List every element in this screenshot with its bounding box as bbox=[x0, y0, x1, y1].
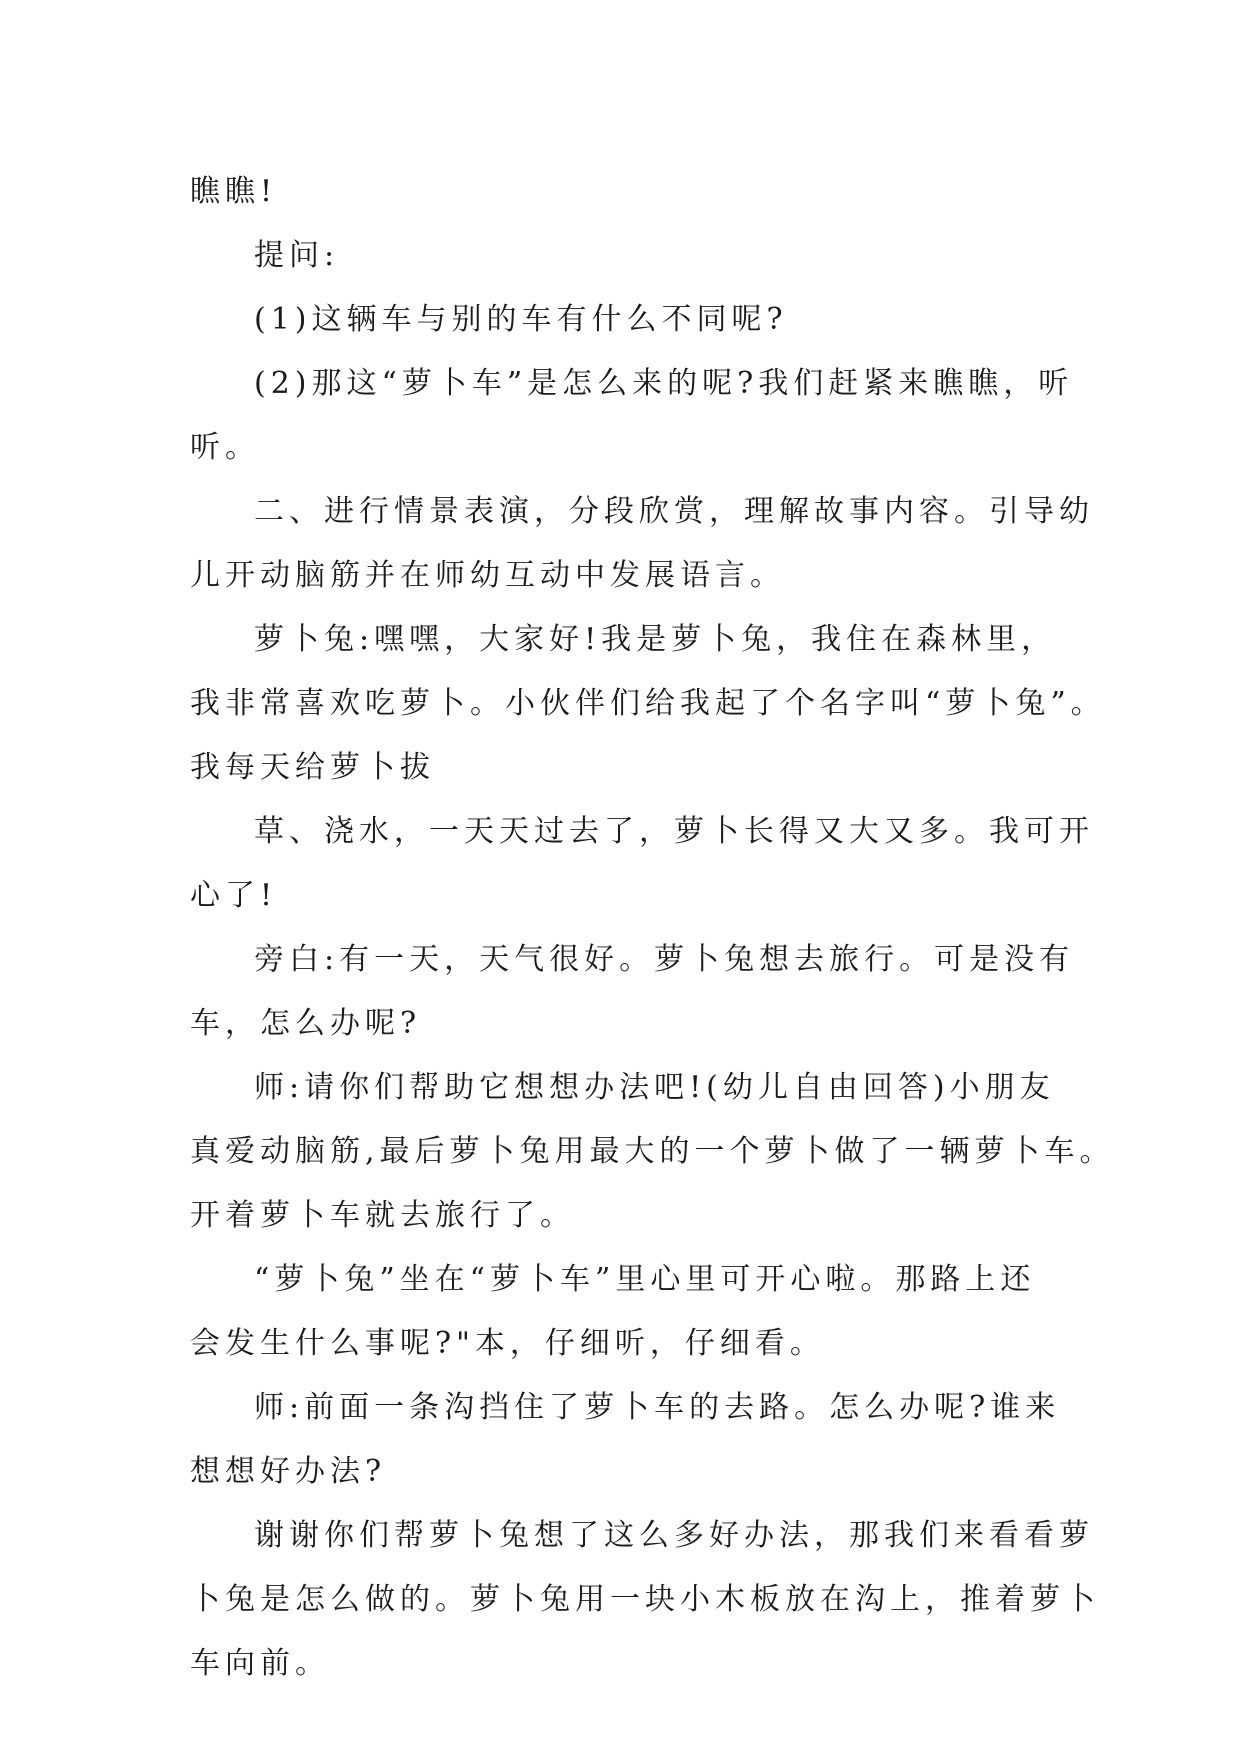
text-line: 车向前。 bbox=[190, 1646, 330, 1681]
text-line: “萝卜兔”坐在“萝卜车”里心里可开心啦。那路上还 bbox=[254, 1262, 1036, 1297]
text-line: 提问: bbox=[254, 238, 340, 273]
text-line: 听。 bbox=[190, 430, 260, 465]
text-line: 草、浇水，一天天过去了，萝卜长得又大又多。我可开 bbox=[254, 814, 1094, 849]
text-line: 二、进行情景表演，分段欣赏，理解故事内容。引导幼 bbox=[254, 494, 1094, 529]
text-line: 儿开动脑筋并在师幼互动中发展语言。 bbox=[190, 558, 785, 593]
text-line: 开着萝卜车就去旅行了。 bbox=[190, 1198, 575, 1233]
text-line: 谢谢你们帮萝卜兔想了这么多好办法，那我们来看看萝 bbox=[254, 1518, 1094, 1553]
text-line: 师:前面一条沟挡住了萝卜车的去路。怎么办呢?谁来 bbox=[254, 1390, 1061, 1425]
text-line: 师:请你们帮助它想想办法吧!(幼儿自由回答)小朋友 bbox=[254, 1070, 1055, 1105]
text-line: (1)这辆车与别的车有什么不同呢? bbox=[254, 302, 788, 337]
text-line: 萝卜兔:嘿嘿，大家好!我是萝卜兔，我住在森林里， bbox=[254, 622, 1057, 657]
document-page bbox=[190, 160, 1115, 1696]
text-line: 会发生什么事呢?"本，仔细听，仔细看。 bbox=[190, 1326, 825, 1361]
text-line: 车，怎么办呢? bbox=[190, 1006, 422, 1041]
text-line: 真爱动脑筋,最后萝卜兔用最大的一个萝卜做了一辆萝卜车。 bbox=[190, 1134, 1115, 1169]
text-line: 瞧瞧! bbox=[190, 174, 278, 209]
text-line: 旁白:有一天，天气很好。萝卜兔想去旅行。可是没有 bbox=[254, 942, 1075, 977]
text-line: 心了! bbox=[190, 878, 278, 913]
text-line: 我每天给萝卜拔 bbox=[190, 750, 435, 785]
text-line: 卜兔是怎么做的。萝卜兔用一块小木板放在沟上，推着萝卜 bbox=[190, 1582, 1100, 1617]
text-line: (2)那这“萝卜车”是怎么来的呢?我们赶紧来瞧瞧，听 bbox=[254, 366, 1074, 401]
text-line: 我非常喜欢吃萝卜。小伙伴们给我起了个名字叫“萝卜兔”。 bbox=[190, 686, 1106, 721]
text-line: 想想好办法? bbox=[190, 1454, 387, 1489]
